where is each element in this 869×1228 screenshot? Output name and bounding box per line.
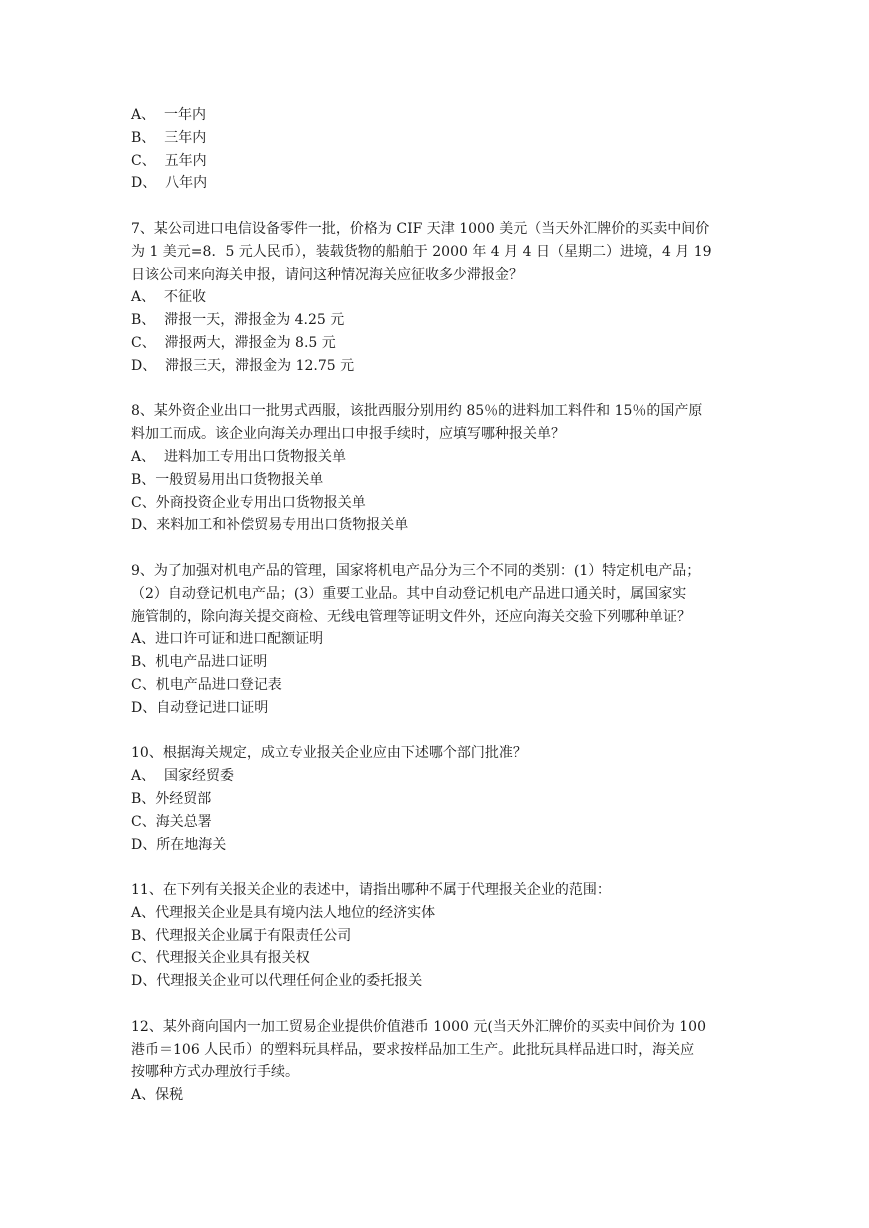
- option-line: D、 滞报三天，滞报金为 12.75 元: [131, 357, 355, 374]
- option-line: B、机电产品进口证明: [131, 654, 268, 671]
- question-stem-line: 10、根据海关规定，成立专业报关企业应由下述哪个部门批准？: [131, 745, 527, 762]
- question-7: [131, 218, 771, 378]
- question-9: [131, 560, 771, 720]
- document-body: [131, 104, 771, 1107]
- question-stem-line: 施管制的，除向海关提交商检、无线电管理等证明文件外，还应向海关交验下列哪种单证？: [131, 608, 691, 625]
- option-line: A、保税: [131, 1087, 184, 1104]
- option-line: C、 五年内: [131, 152, 207, 169]
- option-line: A、 不征收: [131, 289, 207, 306]
- question-10: [131, 742, 771, 856]
- option-line: C、外商投资企业专用出口货物报关单: [131, 494, 366, 511]
- option-line: D、来料加工和补偿贸易专用出口货物报关单: [131, 517, 409, 534]
- question-stem-line: 料加工而成。该企业向海关办理出口申报手续时，应填写哪种报关单？: [131, 426, 565, 443]
- option-line: B、代理报关企业属于有限责任公司: [131, 927, 352, 944]
- option-line: B、一般贸易用出口货物报关单: [131, 471, 324, 488]
- option-line: C、代理报关企业具有报关权: [131, 950, 310, 967]
- option-line: D、所在地海关: [131, 836, 227, 853]
- question-stem-line: 11、在下列有关报关企业的表述中，请指出哪种不属于代理报关企业的范围：: [131, 882, 611, 899]
- option-line: D、 八年内: [131, 175, 208, 192]
- option-line: B、 三年内: [131, 129, 207, 146]
- question-11: [131, 879, 771, 993]
- option-line: A、代理报关企业是具有境内法人地位的经济实体: [131, 904, 436, 921]
- option-line: B、外经贸部: [131, 790, 212, 807]
- option-line: A、 国家经贸委: [131, 768, 235, 785]
- option-line: B、 滞报一天，滞报金为 4.25 元: [131, 312, 345, 329]
- option-line: D、自动登记进口证明: [131, 699, 269, 716]
- option-line: C、海关总署: [131, 813, 212, 830]
- question-stem-line: 7、某公司进口电信设备零件一批，价格为 CIF 天津 1000 美元（当天外汇牌价的买卖中间价: [131, 220, 710, 237]
- question-stem-line: 9、为了加强对机电产品的管理，国家将机电产品分为三个不同的类别：(1）特定机电产品；: [131, 562, 701, 579]
- option-line: A、 一年内: [131, 107, 207, 123]
- question-stem-line: 12、某外商向国内一加工贸易企业提供价值港币 1000 元(当天外汇牌价的买卖中间价为 100: [131, 1018, 706, 1035]
- question-stem-line: 日该公司来向海关申报，请问这种情况海关应征收多少滞报金？: [131, 266, 523, 283]
- option-line: C、 滞报两大，滞报金为 8.5 元: [131, 334, 336, 351]
- option-line: D、代理报关企业可以代理任何企业的委托报关: [131, 973, 423, 990]
- option-line: C、机电产品进口登记表: [131, 676, 282, 693]
- option-line: A、进口许可证和进口配额证明: [131, 631, 324, 648]
- question-8: [131, 400, 771, 537]
- question-stem-line: 8、某外资企业出口一批男式西服，该批西服分别用约 85％的进料加工料件和 15％的国产原: [131, 403, 703, 420]
- leading-options: [131, 104, 771, 195]
- question-stem-line: 为 1 美元=8．5 元人民币），装载货物的船舶于 2000 年 4 月 4 日（星期二）进境，4 月 19: [131, 243, 712, 260]
- question-stem-line: 港币＝106 人民币）的塑料玩具样品，要求按样品加工生产。此批玩具样品进口时，海关应: [131, 1041, 695, 1058]
- question-stem-line: （2）自动登记机电产品；(3）重要工业品。其中自动登记机电产品进口通关时，属国家实: [131, 585, 687, 602]
- question-12: [131, 1016, 771, 1107]
- question-stem-line: 按哪种方式办理放行手续。: [131, 1064, 299, 1081]
- option-line: A、 进料加工专用出口货物报关单: [131, 448, 347, 465]
